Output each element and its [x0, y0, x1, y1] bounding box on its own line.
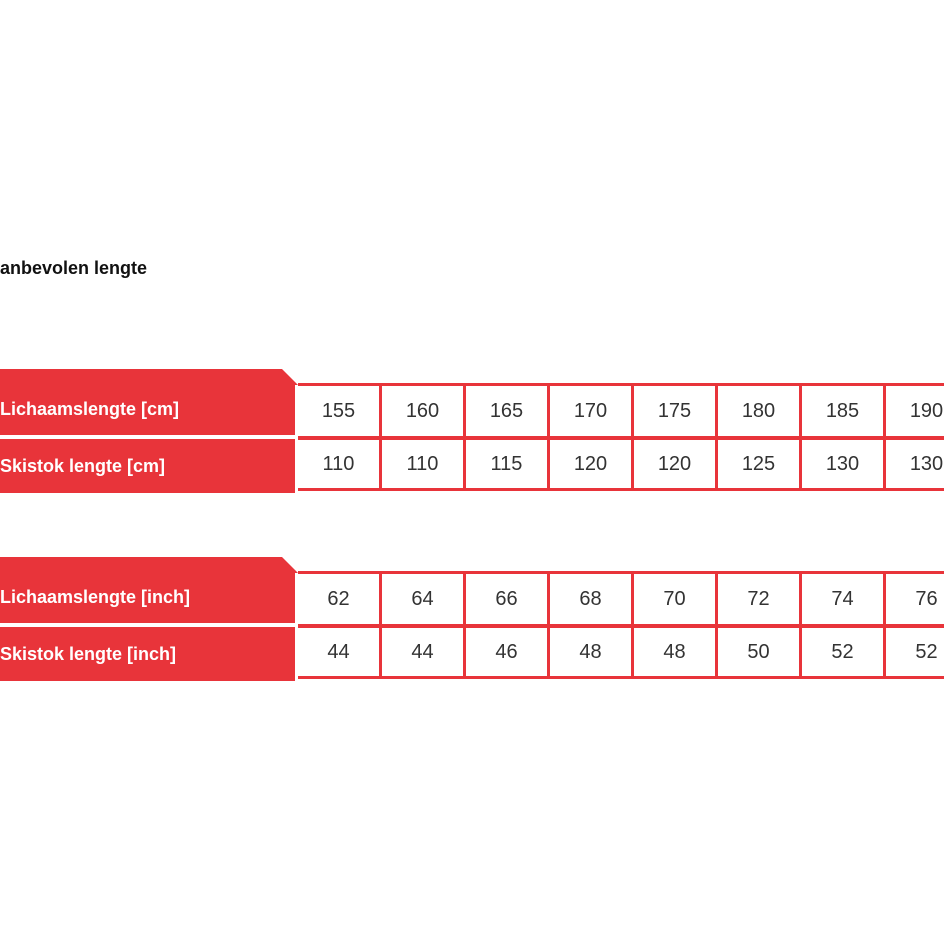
table-cell: 66: [466, 571, 550, 625]
row-label: Lichaamslengte [cm]: [0, 383, 295, 435]
table-cell: 120: [550, 437, 634, 491]
table-cell: 185: [802, 383, 886, 437]
table-cell: 64: [382, 571, 466, 625]
table-row: [0, 625, 944, 679]
table-cell: 175: [634, 383, 718, 437]
table-cell: 155: [298, 383, 382, 437]
table-row: [0, 571, 944, 625]
table-cell: 46: [466, 625, 550, 679]
table-cell: 130: [886, 437, 944, 491]
page-title: anbevolen lengte: [0, 258, 148, 278]
table-cell: 68: [550, 571, 634, 625]
table-cell: 74: [802, 571, 886, 625]
table-row: [0, 437, 944, 491]
table-cell: 50: [718, 625, 802, 679]
table-cell: 52: [802, 625, 886, 679]
table-cell: 62: [298, 571, 382, 625]
row-label: Skistok lengte [inch]: [0, 627, 295, 681]
row-label: Lichaamslengte [inch]: [0, 571, 295, 623]
table-cell: 48: [634, 625, 718, 679]
table-cell: 125: [718, 437, 802, 491]
table-cell: 110: [298, 437, 382, 491]
table-cell: 52: [886, 625, 944, 679]
table-cell: 170: [550, 383, 634, 437]
table-cell: 130: [802, 437, 886, 491]
table-cell: 160: [382, 383, 466, 437]
table-row: [0, 383, 944, 437]
table-cell: 76: [886, 571, 944, 625]
table-cell: 44: [382, 625, 466, 679]
table-cell: 165: [466, 383, 550, 437]
table-cell: 190: [886, 383, 944, 437]
table-cell: 70: [634, 571, 718, 625]
table-cell: 120: [634, 437, 718, 491]
table-cell: 115: [466, 437, 550, 491]
table-cell: 44: [298, 625, 382, 679]
table-cell: 180: [718, 383, 802, 437]
table-cell: 72: [718, 571, 802, 625]
row-label: Skistok lengte [cm]: [0, 439, 295, 493]
table-cell: 48: [550, 625, 634, 679]
table-cell: 110: [382, 437, 466, 491]
